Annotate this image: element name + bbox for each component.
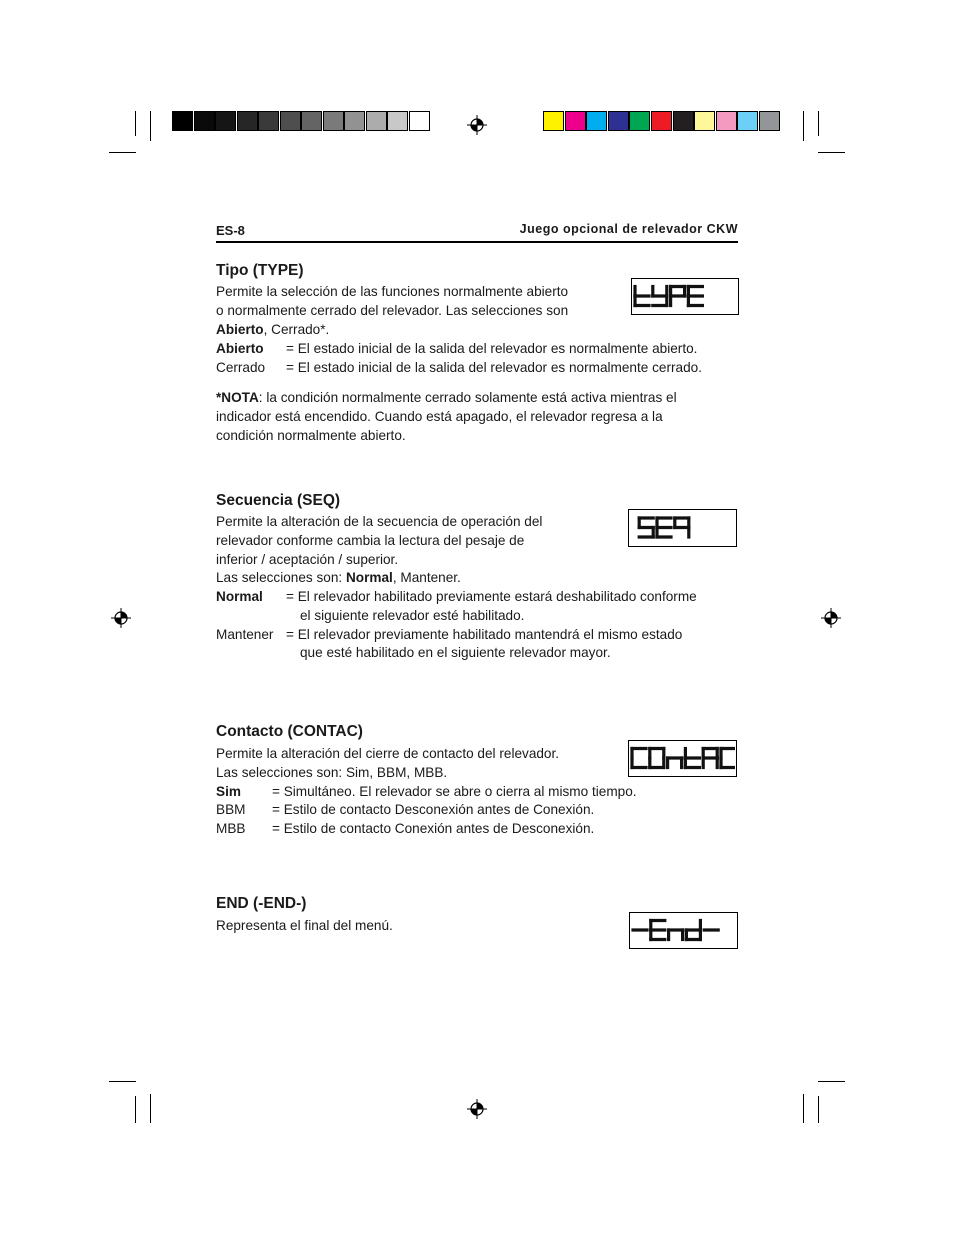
lcd-character [657, 518, 671, 537]
default-option: Abierto [216, 322, 264, 337]
gray-swatch [387, 111, 408, 131]
gray-swatch [344, 111, 365, 131]
lcd-segment-text [629, 741, 735, 775]
note-line: indicador está encendido. Cuando está apagado, el relevador regresa a la [216, 409, 663, 424]
gray-swatch [409, 111, 430, 131]
registration-mark-icon [467, 115, 487, 135]
crop-mark [803, 111, 804, 141]
gray-swatch [194, 111, 215, 131]
color-swatch [737, 111, 758, 131]
color-swatch [673, 111, 694, 131]
lcd-character [688, 287, 702, 306]
lcd-character [639, 518, 653, 537]
note-line: condición normalmente abierto. [216, 428, 406, 443]
page-number: ES-8 [216, 223, 245, 238]
crop-mark [818, 111, 819, 136]
lcd-character [635, 287, 649, 306]
color-swatch [586, 111, 607, 131]
lcd-character [685, 749, 699, 768]
gray-swatch [280, 111, 301, 131]
end-intro-line: Representa el final del menú. [216, 918, 393, 933]
option-term: Normal [216, 589, 263, 604]
color-swatch [565, 111, 586, 131]
type-intro-line: Abierto, Cerrado*. [216, 322, 330, 337]
lcd-character [632, 749, 646, 768]
lcd-character [651, 921, 665, 940]
color-swatch [629, 111, 650, 131]
section-heading-seq: Secuencia (SEQ) [216, 492, 341, 509]
option-description: = El estado inicial de la salida del relevador es normalmente cerrado. [286, 360, 702, 375]
registration-mark-icon [467, 1099, 487, 1119]
section-heading-type: Tipo (TYPE) [216, 262, 304, 279]
option-term: Abierto [216, 341, 264, 356]
lcd-display-contac [628, 740, 737, 777]
lcd-display-type [631, 278, 739, 315]
section-heading-end: END (-END-) [216, 895, 307, 912]
option-term: Cerrado [216, 360, 266, 375]
crop-mark [135, 111, 136, 136]
lcd-segment-text [632, 279, 737, 313]
registration-mark-icon [821, 608, 841, 628]
seq-intro-line: inferior / aceptación / superior. [216, 552, 399, 567]
option-description: = El estado inicial de la salida del relevador es normalmente abierto. [286, 341, 698, 356]
running-title: Juego opcional de relevador CKW [519, 222, 738, 236]
color-swatch [608, 111, 629, 131]
crop-mark [803, 1094, 804, 1123]
option-description: = El relevador habilitado previamente estará deshabilitado conforme [286, 589, 697, 604]
crop-mark [109, 1081, 136, 1082]
seq-intro-line: Permite la alteración de la secuencia de operación del [216, 514, 543, 529]
option-term: MBB [216, 821, 246, 836]
lcd-character [686, 921, 700, 940]
type-intro-line: o normalmente cerrado del relevador. Las selecciones son [216, 303, 569, 318]
lcd-display-seq [628, 509, 737, 547]
crop-mark [109, 152, 136, 153]
option-description: el siguiente relevador esté habilitado. [300, 608, 525, 623]
option-description: = Estilo de contacto Desconexión antes de Conexión. [272, 802, 595, 817]
color-swatch [543, 111, 564, 131]
option-term: BBM [216, 802, 246, 817]
gray-swatch [258, 111, 279, 131]
lcd-character [653, 287, 667, 306]
note-line: *NOTA: la condición normalmente cerrado solamente está activa mientras el [216, 390, 677, 405]
lcd-segment-text [629, 510, 735, 545]
crop-mark [818, 1081, 845, 1082]
option-description: = Estilo de contacto Conexión antes de Desconexión. [272, 821, 595, 836]
gray-swatch [215, 111, 236, 131]
option-description: que esté habilitado en el siguiente relevador mayor. [300, 645, 611, 660]
crop-mark [135, 1096, 136, 1123]
lcd-character [671, 287, 685, 306]
crop-mark [818, 152, 845, 153]
color-swatch [651, 111, 672, 131]
gray-swatch [366, 111, 387, 131]
color-swatch [694, 111, 715, 131]
header-rule [216, 241, 738, 243]
type-intro-line: Permite la selección de las funciones normalmente abierto [216, 284, 569, 299]
lcd-display-end [629, 912, 738, 949]
color-swatch [716, 111, 737, 131]
lcd-character [675, 518, 689, 537]
registration-mark-icon [111, 608, 131, 628]
crop-mark [150, 1094, 151, 1123]
contac-intro-line: Las selecciones son: Sim, BBM, MBB. [216, 765, 448, 780]
gray-swatch [301, 111, 322, 131]
color-swatch [759, 111, 780, 131]
section-heading-contac: Contacto (CONTAC) [216, 723, 363, 740]
gray-swatch [323, 111, 344, 131]
crop-mark [818, 1096, 819, 1123]
lcd-character [703, 749, 717, 768]
lcd-character [668, 758, 682, 768]
lcd-character [650, 749, 664, 768]
lcd-character [669, 930, 683, 940]
option-term: Mantener [216, 627, 274, 642]
option-term: Sim [216, 784, 241, 799]
seq-intro-line: relevador conforme cambia la lectura del pesaje de [216, 533, 525, 548]
gray-swatch [237, 111, 258, 131]
option-description: = El relevador previamente habilitado mantendrá el mismo estado [286, 627, 683, 642]
gray-swatch [172, 111, 193, 131]
seq-intro-line: Las selecciones son: Normal, Mantener. [216, 570, 461, 585]
lcd-character [721, 749, 735, 768]
option-description: = Simultáneo. El relevador se abre o cierra al mismo tiempo. [272, 784, 637, 799]
contac-intro-line: Permite la alteración del cierre de contacto del relevador. [216, 746, 560, 761]
crop-mark [150, 111, 151, 141]
lcd-segment-text [630, 913, 736, 947]
